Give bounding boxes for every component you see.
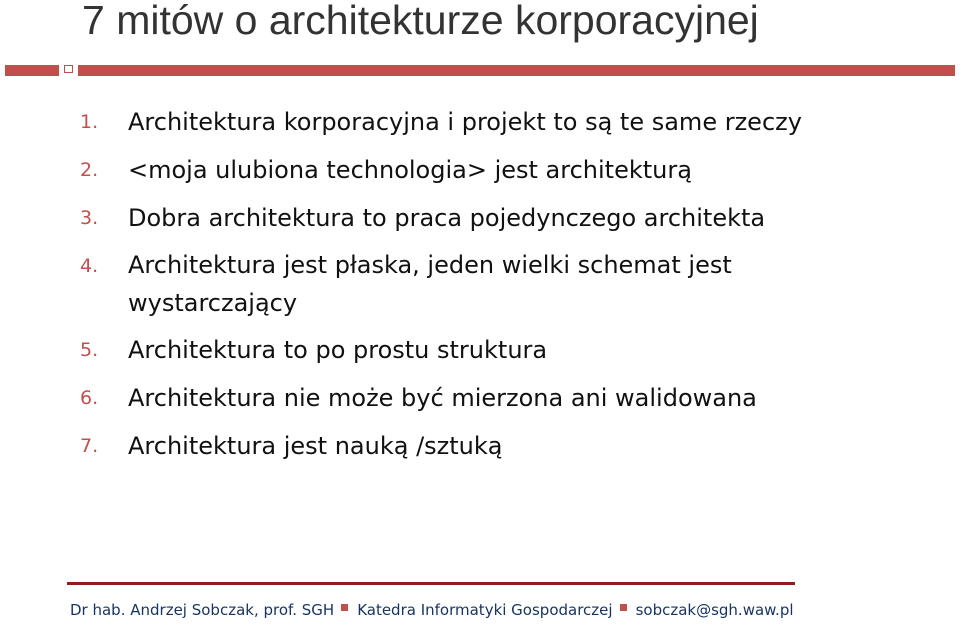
list-number: 3.	[80, 207, 99, 229]
footer-author: Dr hab. Andrzej Sobczak, prof. SGH	[70, 601, 335, 619]
footer	[70, 601, 794, 619]
list-text: Architektura to po prostu struktura	[128, 336, 548, 364]
list-text: <moja ulubiona technologia> jest architekturą	[128, 156, 692, 184]
list-text: Architektura nie może być mierzona ani walidowana	[128, 384, 757, 412]
list-item	[0, 102, 878, 142]
list-number: 1.	[80, 111, 99, 133]
list-text: Architektura jest nauką /sztuką	[128, 432, 503, 460]
list-item	[0, 426, 878, 466]
list-text: Architektura jest płaska, jeden wielki schemat jest wystarczający	[128, 251, 732, 317]
footer-email: sobczak@sgh.waw.pl	[635, 601, 794, 619]
list-item	[0, 330, 878, 370]
title-corner-square	[64, 65, 73, 73]
list-number: 5.	[80, 339, 99, 361]
footer-separator-icon	[620, 604, 627, 611]
list-number: 4.	[80, 255, 99, 277]
list-item	[0, 378, 878, 418]
slide-title: 7 mitów o architekturze korporacyjnej	[82, 0, 759, 43]
title-accent-bar-left	[5, 65, 59, 76]
list-number: 6.	[80, 387, 99, 409]
footer-divider	[67, 582, 795, 585]
footer-department: Katedra Informatyki Gospodarczej	[357, 601, 613, 619]
list-text: Dobra architektura to praca pojedynczego architekta	[128, 204, 766, 232]
list-number: 2.	[80, 159, 99, 181]
list-item	[0, 150, 878, 190]
list-item	[0, 198, 878, 238]
myths-list	[0, 102, 878, 474]
list-text: Architektura korporacyjna i projekt to są te same rzeczy	[128, 108, 802, 136]
list-number: 7.	[80, 435, 99, 457]
title-accent-bar-right	[78, 65, 955, 76]
list-item	[0, 246, 878, 322]
footer-separator-icon	[341, 604, 348, 611]
